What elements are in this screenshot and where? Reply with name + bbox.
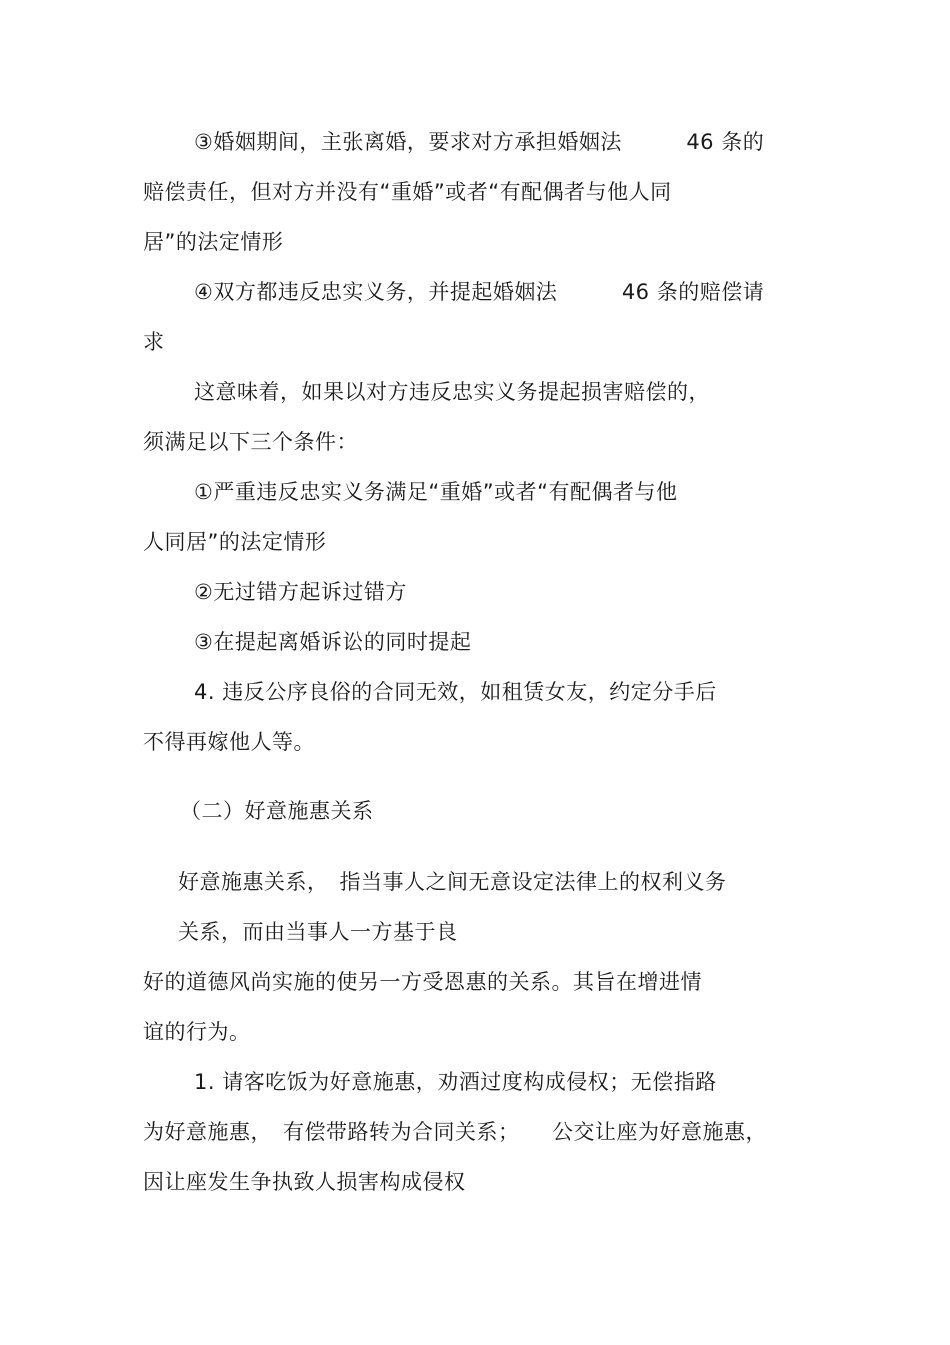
text-line: 1. 请客吃饭为好意施惠，劝酒过度构成侵权；无偿指路 [194, 1070, 717, 1094]
text-line: 赔偿责任，但对方并没有“重婚”或者“有配偶者与他人同 [143, 180, 672, 204]
text-line: 这意味着，如果以对方违反忠实义务提起损害赔偿的， [194, 380, 710, 404]
text-line: 居”的法定情形 [143, 230, 284, 254]
text-line: ①严重违反忠实义务满足“重婚”或者“有配偶者与他 [194, 480, 678, 504]
text-line: 4. 违反公序良俗的合同无效，如租赁女友，约定分手后 [194, 680, 717, 704]
text-line: 人同居”的法定情形 [143, 530, 327, 554]
text-line: 求 [143, 330, 165, 354]
text-line: ③在提起离婚诉讼的同时提起 [194, 630, 472, 654]
text-line: 因让座发生争执致人损害构成侵权 [143, 1170, 466, 1194]
text-line: 为好意施惠， 有偿带路转为合同关系； 公交让座为好意施惠， [143, 1120, 767, 1144]
section-heading: （二）好意施惠关系 [180, 799, 374, 823]
text-line: 须满足以下三个条件： [143, 430, 358, 454]
text-line: 不得再嫁他人等。 [143, 730, 315, 754]
text-line: 谊的行为。 [143, 1020, 251, 1044]
text-line: 好的道德风尚实施的使另一方受恩惠的关系。其旨在增进情 [143, 970, 702, 994]
text-line: ④双方都违反忠实义务，并提起婚姻法 46 条的赔偿请 [194, 280, 765, 304]
text-line: 关系，而由当事人一方基于良 [178, 920, 458, 944]
text-line: 好意施惠关系， 指当事人之间无意设定法律上的权利义务 [178, 870, 727, 894]
text-line: ③婚姻期间，主张离婚，要求对方承担婚姻法 46 条的 [194, 130, 765, 154]
text-line: ②无过错方起诉过错方 [194, 580, 407, 604]
